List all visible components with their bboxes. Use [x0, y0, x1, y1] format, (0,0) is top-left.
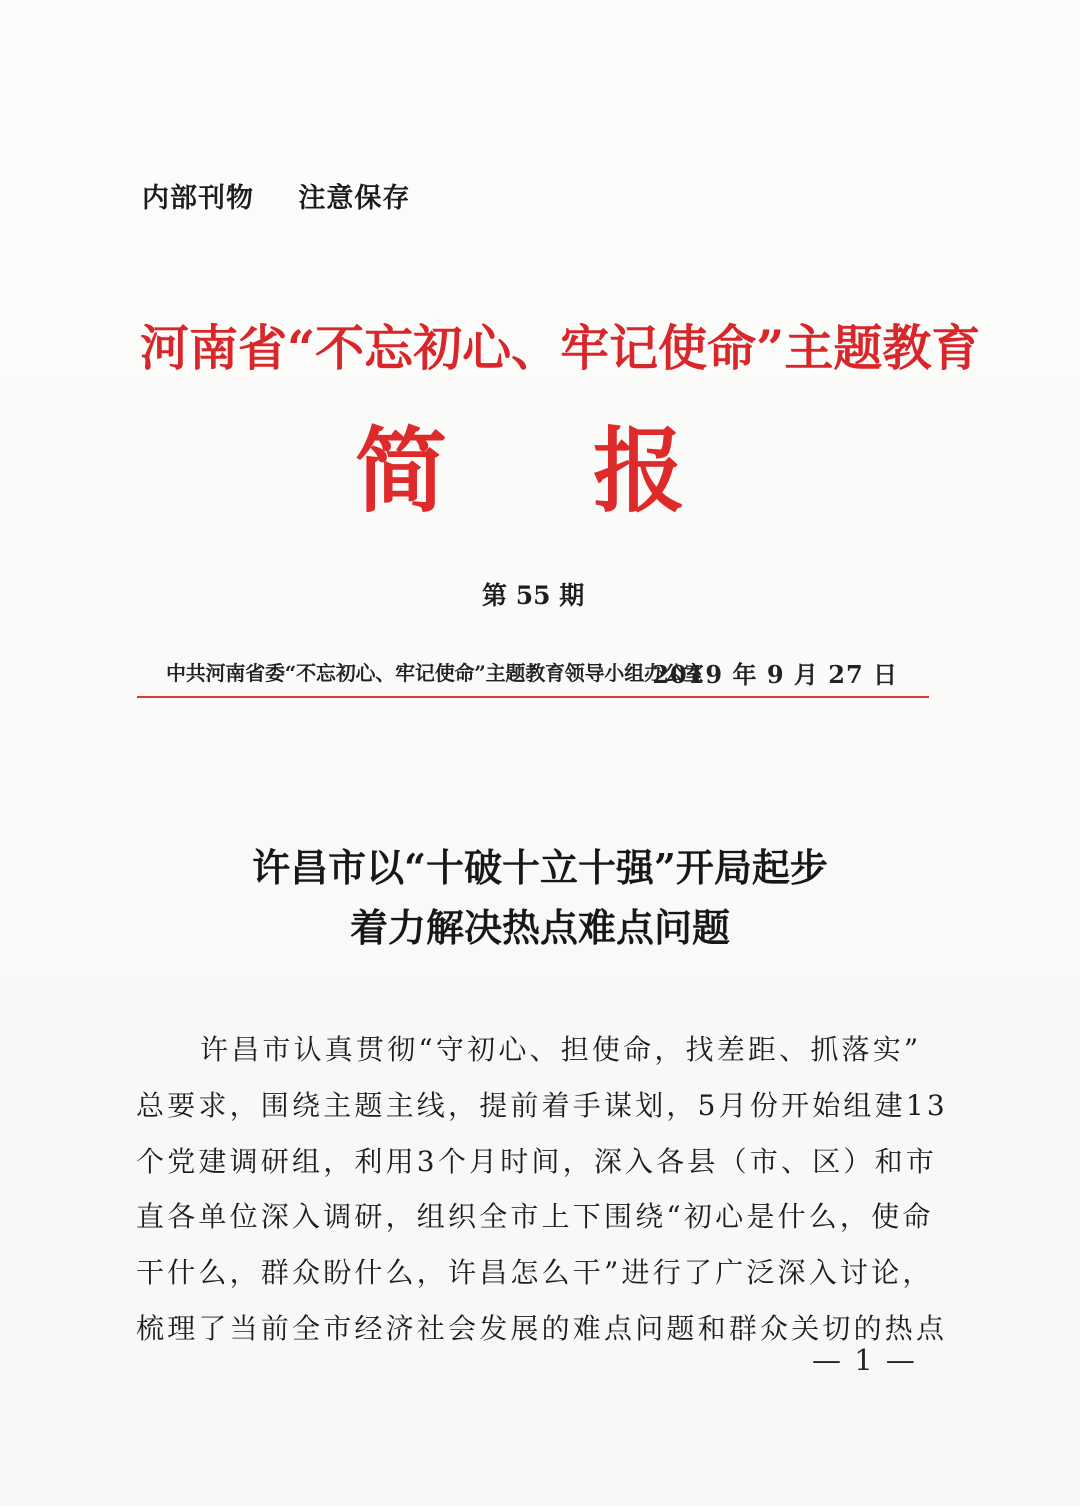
document-classification: [142, 176, 410, 215]
article-title-line-2: 着力解决热点难点问题: [349, 905, 730, 950]
article-body: [136, 1022, 948, 1357]
article-body-line-6: 梳理了当前全市经济社会发展的难点问题和群众关切的热点: [136, 1311, 948, 1345]
article-body-line-1: 许昌市认真贯彻“守初心、担使命，找差距、抓落实”: [200, 1033, 922, 1066]
article-body-line-2: 总要求，围绕主题主线，提前着手谋划，5月份开始组建13: [136, 1088, 948, 1122]
masthead-title: 河南省“不忘初心、牢记使命”主题教育: [140, 319, 981, 377]
preserve-notice-label: 注意保存: [298, 183, 411, 214]
article-body-line-4: 直各单位深入调研，组织全市上下围绕“初心是什么，使命: [136, 1200, 934, 1234]
publication-date: 2019 年 9 月 27 日: [652, 660, 898, 689]
publisher-row: [166, 655, 898, 689]
article-title: [0, 838, 1080, 958]
internal-publication-label: 内部刊物: [142, 183, 254, 214]
article-body-line-3: 个党建调研组，利用3个月时间，深入各县（市、区）和市: [136, 1144, 938, 1178]
article-title-line-1: 许昌市以“十破十立十强”开局起步: [252, 845, 828, 890]
masthead-divider: [137, 696, 929, 698]
bulletin-name-second-character: 报: [593, 417, 686, 525]
article-body-line-5: 干什么，群众盼什么，许昌怎么干”进行了广泛深入讨论，: [136, 1256, 934, 1290]
publisher-office: 中共河南省委“不忘初心、牢记使命”主题教育领导小组办公室: [166, 661, 704, 685]
page-number: — 1 —: [812, 1343, 917, 1377]
issue-number: 第 55 期: [482, 581, 585, 610]
bulletin-name-first-character: 简: [355, 417, 448, 525]
bulletin-name: [355, 417, 725, 525]
